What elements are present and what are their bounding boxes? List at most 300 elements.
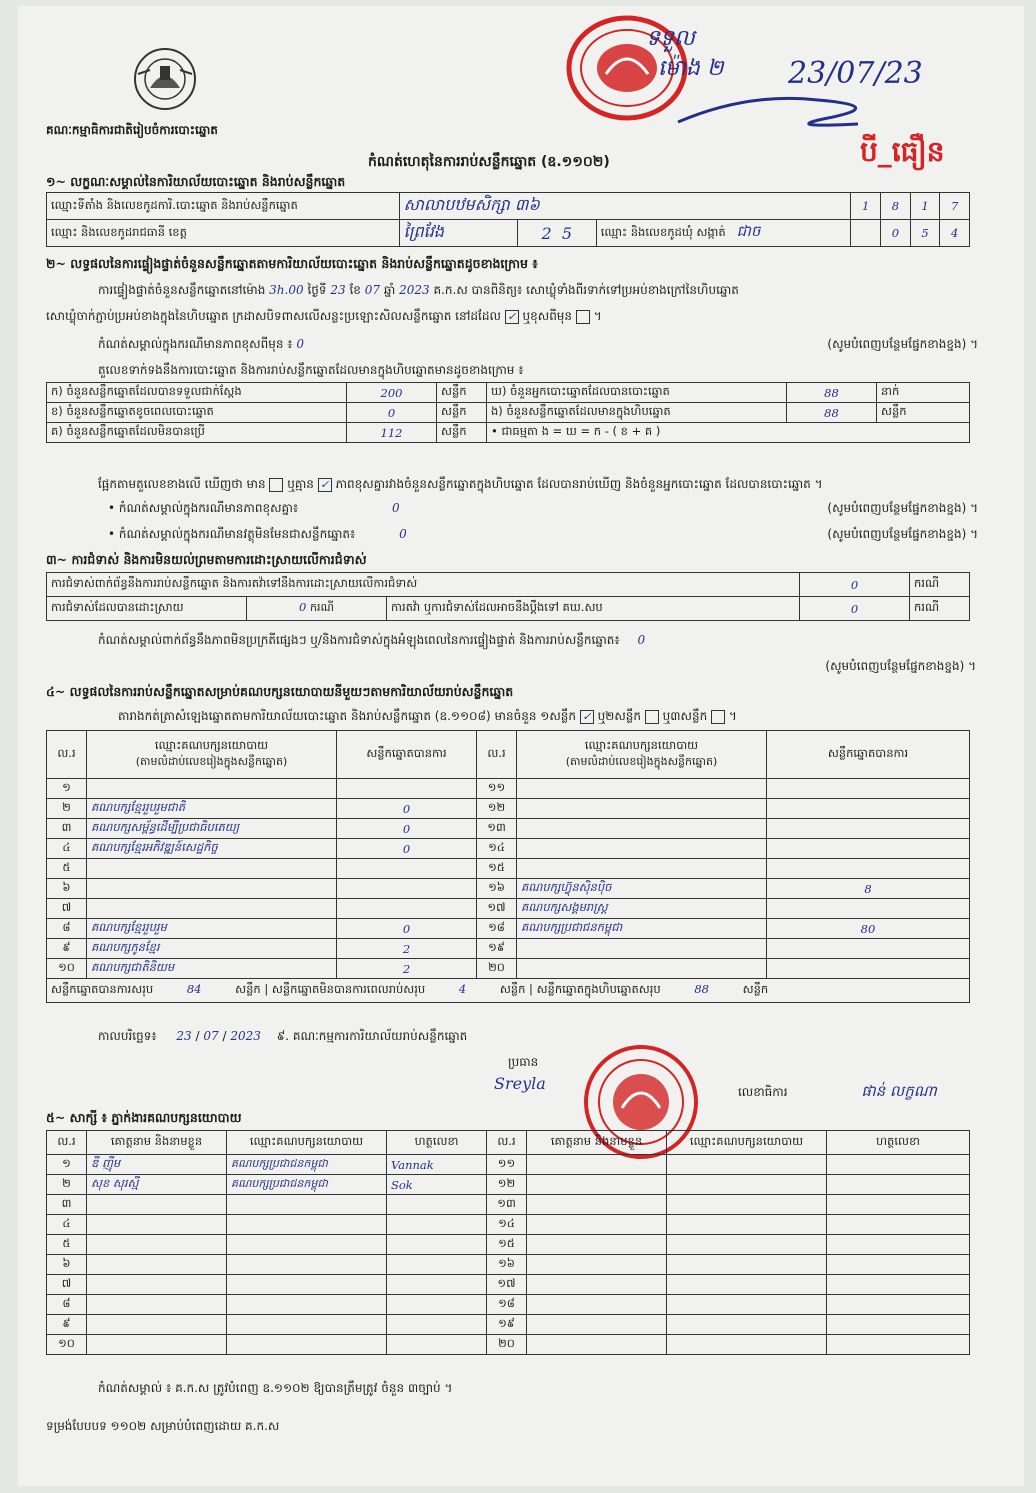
witness-no: ៥ bbox=[47, 1235, 87, 1255]
result-no: ១៦ bbox=[477, 879, 517, 899]
witness-row bbox=[47, 1275, 970, 1295]
tally-two: ឬ២សន្លឹក bbox=[597, 709, 642, 723]
figure-e-value: 88 bbox=[787, 403, 877, 423]
witness-sign bbox=[387, 1315, 487, 1335]
date-month: 07 bbox=[203, 1029, 219, 1043]
secretary-label: លេខាធិការ bbox=[738, 1085, 788, 1099]
witness-no: ៧ bbox=[47, 1275, 87, 1295]
figures-intro: តួលេខទាក់ទងនឹងការបោះឆ្នោត និងការរាប់សន្លឹកឆ្នោតដែលមានក្នុងហិបឆ្នោតមានដូចខាងក្រោម ៖ bbox=[98, 363, 524, 377]
witness-party bbox=[667, 1255, 827, 1275]
figure-e-unit: សន្លឹក bbox=[877, 403, 970, 423]
commune-digit-3: 4 bbox=[940, 220, 970, 247]
witness-no: ៦ bbox=[47, 1255, 87, 1275]
result-votes bbox=[767, 839, 970, 859]
witness-no: ១០ bbox=[47, 1335, 87, 1355]
results-col-votes-2: សន្លឹកឆ្នោតបានការ bbox=[767, 731, 970, 779]
witness-name bbox=[527, 1235, 667, 1255]
witness-sign: Vannak bbox=[387, 1155, 487, 1175]
result-votes bbox=[337, 899, 477, 919]
witness-name: សុខ សុរស្មី bbox=[87, 1175, 227, 1195]
total-box-label: សន្លឹកឆ្នោតក្នុងហិបឆ្នោតសរុប bbox=[536, 982, 661, 996]
witness-sign bbox=[387, 1195, 487, 1215]
checkbox-one-sheet[interactable]: ✓ bbox=[580, 710, 594, 724]
result-no: ១៥ bbox=[477, 859, 517, 879]
tally-three: ឬ៣សន្លឹក bbox=[662, 709, 708, 723]
witness-table bbox=[46, 1130, 970, 1355]
result-party: គណបក្សជាតិនិយម bbox=[87, 959, 337, 979]
witness-name bbox=[87, 1275, 227, 1295]
result-party bbox=[87, 779, 337, 799]
result-votes bbox=[337, 859, 477, 879]
province-code-1: 2 bbox=[541, 223, 552, 243]
results-row bbox=[47, 779, 970, 799]
total-invalid-value: 4 bbox=[458, 982, 467, 996]
seal-text: សោឃ្លុំចាក់ភ្ជាប់ប្រអប់ខាងក្នុងនៃហិបឆ្នោត ក្រដាសបិទពាសលើសន្លះប្រឡោះសិលសន្លឹកឆ្នោត នៅដដែល bbox=[46, 309, 501, 323]
figure-c-value: 112 bbox=[347, 423, 437, 443]
result-party bbox=[517, 819, 767, 839]
result-no: ២ bbox=[47, 799, 87, 819]
witness-sign bbox=[827, 1175, 970, 1195]
checkbox-no-difference[interactable]: ✓ bbox=[318, 478, 332, 492]
page-title: កំណត់ហេតុនៃការរាប់សន្លឹកឆ្នោត (ឧ.១១០២) bbox=[368, 154, 610, 170]
option-other: ឬខុសពីមុន bbox=[522, 309, 573, 323]
total-valid-label: សន្លឹកឆ្នោតបានការសរុប bbox=[51, 982, 154, 996]
witness-col-name: គោត្តនាម និងនាមខ្លួន bbox=[87, 1131, 227, 1155]
verify-time: 3h.00 bbox=[269, 283, 304, 297]
resolved-value: 0 bbox=[299, 600, 307, 614]
verify-month: 07 bbox=[364, 283, 380, 297]
figure-a-value: 200 bbox=[347, 383, 437, 403]
total-valid-value: 84 bbox=[186, 982, 202, 996]
secretary-signature: ផាន់ លក្ខណា bbox=[861, 1082, 937, 1100]
result-no: ១៣ bbox=[477, 819, 517, 839]
witness-party bbox=[667, 1335, 827, 1355]
signature-scrawl bbox=[658, 82, 918, 142]
witness-name bbox=[527, 1315, 667, 1335]
figure-a-label: ក) ចំនួនសន្លឹកឆ្នោតដែលបានទទួលជាក់ស្តែង bbox=[47, 383, 347, 403]
witness-row bbox=[47, 1295, 970, 1315]
result-no: ១៩ bbox=[477, 939, 517, 959]
committee-label: ៩. គណៈកម្មការការិយាល័យរាប់សន្លឹកឆ្នោត bbox=[276, 1029, 468, 1043]
witness-name bbox=[527, 1255, 667, 1275]
witness-name bbox=[527, 1195, 667, 1215]
bullet-1-value: 0 bbox=[392, 501, 400, 515]
province-code-2: 5 bbox=[561, 223, 572, 243]
hand-note-received: ទទួល bbox=[646, 26, 695, 51]
objection-table bbox=[46, 572, 970, 621]
result-party bbox=[517, 959, 767, 979]
witness-party bbox=[227, 1335, 387, 1355]
result-party: គណបក្សប្រជាជនកម្ពុជា bbox=[517, 919, 767, 939]
checkbox-has-difference[interactable] bbox=[269, 478, 283, 492]
verify-text-e: គ.ក.ស បានពិនិត្យ៖ សោឃ្លុំទាំងពីរទាក់ទៅប្រអប់ខាងក្រៅនៃហិបឆ្នោត bbox=[433, 283, 739, 297]
station-value: សាលាបឋមសិក្សា ៣៦ bbox=[399, 193, 851, 220]
result-party bbox=[87, 879, 337, 899]
section-1-table bbox=[46, 192, 970, 247]
witness-no: ៩ bbox=[47, 1315, 87, 1335]
result-party bbox=[517, 939, 767, 959]
station-digit-3: 1 bbox=[910, 193, 940, 220]
date-year: 2023 bbox=[230, 1029, 261, 1043]
verify-line bbox=[98, 282, 739, 300]
province-value: ព្រៃវែង bbox=[399, 220, 517, 247]
results-row bbox=[47, 959, 970, 979]
difference-text-c: ភាពខុសគ្នារវាងចំនួនសន្លឹកឆ្នោតក្នុងហិបឆ្នោត ដែលបានរាប់ឃើញ និងចំនួនអ្នកបោះឆ្នោត ដែលបានបោះឆ្នោត ។ bbox=[335, 477, 823, 491]
seal-line: សោឃ្លុំចាក់ភ្ជាប់ប្រអប់ខាងក្នុងនៃហិបឆ្នោត ក្រដាសបិទពាសលើសន្លះប្រឡោះសិលសន្លឹកឆ្នោត នៅដដែល ✓ ឬខុសពីមុន ។ bbox=[46, 309, 602, 323]
figure-d-label: ឃ) ចំនួនអ្នកបោះឆ្នោតដែលបានបោះឆ្នោត bbox=[487, 383, 787, 403]
result-votes: 2 bbox=[337, 959, 477, 979]
result-no: ១៤ bbox=[477, 839, 517, 859]
result-votes bbox=[767, 859, 970, 879]
difference-text-a: ផ្អែកតាមតួលេខខាងលើ ឃើញថា មាន bbox=[98, 477, 266, 491]
witness-party bbox=[227, 1255, 387, 1275]
witness-no: ១២ bbox=[487, 1175, 527, 1195]
chair-signature: Sreyla bbox=[494, 1074, 546, 1093]
witness-row bbox=[47, 1335, 970, 1355]
verify-text-b: ថ្ងៃទី bbox=[307, 283, 327, 297]
witness-name: ឌី ញ៉ីម bbox=[87, 1155, 227, 1175]
total-box-unit: សន្លឹក bbox=[742, 982, 769, 996]
witness-party: គណបក្សប្រជាជនកម្ពុជា bbox=[227, 1175, 387, 1195]
witness-col-party-2: ឈ្មោះគណបក្សនយោបាយ bbox=[667, 1131, 827, 1155]
result-no: ១១ bbox=[477, 779, 517, 799]
diff-note-value: 0 bbox=[296, 337, 305, 351]
province-label: ឈ្មោះ និងលេខកូដរាជធានី ខេត្ត bbox=[47, 220, 400, 247]
figure-c-label: គ) ចំនួនសន្លឹកឆ្នោតដែលមិនបានប្រើ bbox=[47, 423, 347, 443]
appeal-unit: ករណី bbox=[910, 597, 970, 621]
witness-sign bbox=[387, 1295, 487, 1315]
witness-row bbox=[47, 1235, 970, 1255]
witness-party bbox=[667, 1315, 827, 1335]
witness-col-sign-2: ហត្ថលេខា bbox=[827, 1131, 970, 1155]
witness-col-sign: ហត្ថលេខា bbox=[387, 1131, 487, 1155]
total-invalid-unit: សន្លឹក bbox=[499, 982, 526, 996]
witness-no: ១៩ bbox=[487, 1315, 527, 1335]
witness-name bbox=[87, 1335, 227, 1355]
result-votes: 0 bbox=[337, 819, 477, 839]
result-votes bbox=[767, 779, 970, 799]
result-party: គណបក្សកូនខ្មែរ bbox=[87, 939, 337, 959]
total-invalid-label: សន្លឹកឆ្នោតមិនបានការពេលរាប់សរុប bbox=[271, 982, 426, 996]
witness-sign bbox=[827, 1255, 970, 1275]
final-note: កំណត់សម្គាល់ ៖ គ.ក.ស ត្រូវបំពេញ ឧ.១១០២ ឱ្យបានត្រឹមត្រូវ ចំនួន ៣ច្បាប់ ។ bbox=[98, 1381, 453, 1395]
results-col-party: ឈ្មោះគណបក្សនយោបាយ bbox=[154, 738, 269, 752]
witness-name bbox=[527, 1295, 667, 1315]
fill-more-1: (សូមបំពេញបន្ថែមផ្នែកខាងខ្នង) ។ bbox=[827, 337, 978, 351]
section-1-title: ១~ លក្ខណៈសម្គាល់នៃការិយាល័យបោះឆ្នោត និងរាប់សន្លឹកឆ្នោត bbox=[46, 174, 346, 189]
witness-sign bbox=[827, 1295, 970, 1315]
commune-label: ឈ្មោះ និងលេខកូដឃុំ សង្កាត់ bbox=[600, 225, 726, 239]
objection-unit: ករណី bbox=[910, 573, 970, 597]
witness-no: ៤ bbox=[47, 1215, 87, 1235]
fill-more-2: (សូមបំពេញបន្ថែមផ្នែកខាងខ្នង) ។ bbox=[827, 501, 978, 515]
bullet-2-value: 0 bbox=[399, 527, 407, 541]
witness-sign: Sok bbox=[387, 1175, 487, 1195]
total-box-value: 88 bbox=[694, 982, 709, 996]
checkbox-two-sheets[interactable] bbox=[645, 710, 659, 724]
witness-row bbox=[47, 1175, 970, 1195]
nec-emblem-icon bbox=[130, 44, 200, 114]
result-no: ៧ bbox=[47, 899, 87, 919]
results-row bbox=[47, 919, 970, 939]
figure-b-value: 0 bbox=[347, 403, 437, 423]
witness-sign bbox=[387, 1215, 487, 1235]
hand-date: 23/07/23 bbox=[788, 56, 923, 91]
results-row bbox=[47, 859, 970, 879]
hand-note-time: ម៉ោង ២ bbox=[658, 56, 724, 81]
commune-digit-2: 5 bbox=[910, 220, 940, 247]
witness-party bbox=[667, 1275, 827, 1295]
org-name: គណៈកម្មាធិការជាតិរៀបចំការបោះឆ្នោត bbox=[46, 123, 218, 137]
witness-name bbox=[527, 1275, 667, 1295]
witness-row bbox=[47, 1155, 970, 1175]
witness-party bbox=[667, 1195, 827, 1215]
commune-digit-1: 0 bbox=[881, 220, 911, 247]
verify-year: 2023 bbox=[399, 283, 430, 297]
witness-name bbox=[87, 1315, 227, 1335]
witness-no: ១៣ bbox=[487, 1195, 527, 1215]
results-row bbox=[47, 939, 970, 959]
result-no: ១ bbox=[47, 779, 87, 799]
results-col-party-sub: (តាមលំដាប់លេខរៀងក្នុងសន្លឹកឆ្នោត) bbox=[135, 755, 288, 768]
witness-party bbox=[227, 1315, 387, 1335]
results-row bbox=[47, 899, 970, 919]
witness-party bbox=[667, 1295, 827, 1315]
result-no: ១០ bbox=[47, 959, 87, 979]
verify-text-a: ការផ្ទៀងផ្ទាត់ចំនួនសន្លឹកឆ្នោតនៅម៉ោង bbox=[98, 283, 266, 297]
witness-name bbox=[87, 1255, 227, 1275]
result-party: គណបក្សខ្មែររួបរួម bbox=[87, 919, 337, 939]
witness-no: ១៤ bbox=[487, 1215, 527, 1235]
figures-table bbox=[46, 382, 970, 443]
result-party bbox=[517, 779, 767, 799]
checkbox-same[interactable]: ✓ bbox=[505, 310, 519, 324]
witness-name bbox=[527, 1155, 667, 1175]
result-votes bbox=[767, 899, 970, 919]
witness-party bbox=[227, 1215, 387, 1235]
result-no: ៤ bbox=[47, 839, 87, 859]
resolved-label: ការជំទាស់ដែលបានដោះស្រាយ bbox=[47, 597, 247, 621]
results-row bbox=[47, 879, 970, 899]
witness-row bbox=[47, 1195, 970, 1215]
witness-sign bbox=[387, 1255, 487, 1275]
results-col-no-2: ល.រ bbox=[477, 731, 517, 779]
witness-no: ១៨ bbox=[487, 1295, 527, 1315]
tally-intro: តារាងកត់ត្រាសំឡេងឆ្នោតតាមការិយាល័យបោះឆ្នោត និងរាប់សន្លឹកឆ្នោត (ឧ.១១០៨) មានចំនួន ១សន្លឹក bbox=[118, 709, 576, 723]
result-votes bbox=[767, 959, 970, 979]
witness-no: ១១ bbox=[487, 1155, 527, 1175]
total-valid-unit: សន្លឹក bbox=[235, 982, 261, 996]
witness-sign bbox=[827, 1235, 970, 1255]
bullet-1-line bbox=[108, 500, 978, 518]
figure-b-unit: សន្លឹក bbox=[437, 403, 487, 423]
resolved-unit: ករណី bbox=[310, 601, 334, 614]
results-row bbox=[47, 799, 970, 819]
result-party bbox=[517, 859, 767, 879]
result-no: ៥ bbox=[47, 859, 87, 879]
result-no: ១៧ bbox=[477, 899, 517, 919]
result-no: ៦ bbox=[47, 879, 87, 899]
result-votes bbox=[767, 819, 970, 839]
bullet-1-label: • កំណត់សម្គាល់ក្នុងករណីមានភាពខុសគ្នា៖ bbox=[108, 501, 299, 515]
form-sheet bbox=[18, 6, 1024, 1486]
figure-d-unit: នាក់ bbox=[877, 383, 970, 403]
witness-row bbox=[47, 1215, 970, 1235]
result-no: ១៨ bbox=[477, 919, 517, 939]
witness-party bbox=[227, 1235, 387, 1255]
witness-party bbox=[667, 1155, 827, 1175]
station-digit-4: 7 bbox=[940, 193, 970, 220]
witness-col-party: ឈ្មោះគណបក្សនយោបាយ bbox=[227, 1131, 387, 1155]
witness-row bbox=[47, 1315, 970, 1335]
witness-name bbox=[87, 1295, 227, 1315]
witness-sign bbox=[827, 1155, 970, 1175]
result-party bbox=[517, 839, 767, 859]
result-party bbox=[517, 799, 767, 819]
witness-name bbox=[87, 1195, 227, 1215]
result-party: គណបក្សសម្ព័ន្ធដើម្បីប្រជាធិបតេយ្យ bbox=[87, 819, 337, 839]
witness-name bbox=[527, 1215, 667, 1235]
result-votes bbox=[767, 799, 970, 819]
witness-party bbox=[667, 1215, 827, 1235]
appeal-value: 0 bbox=[800, 597, 910, 621]
results-col-party-2: ឈ្មោះគណបក្សនយោបាយ bbox=[584, 738, 699, 752]
witness-sign bbox=[827, 1275, 970, 1295]
fill-more-4: (សូមបំពេញបន្ថែមផ្នែកខាងខ្នង) ។ bbox=[825, 659, 976, 673]
results-col-votes: សន្លឹកឆ្នោតបានការ bbox=[337, 731, 477, 779]
witness-no: ១៥ bbox=[487, 1235, 527, 1255]
result-votes: 80 bbox=[767, 919, 970, 939]
checkbox-other[interactable] bbox=[576, 310, 590, 324]
station-digit-1: 1 bbox=[851, 193, 881, 220]
bullet-2-line bbox=[108, 526, 978, 544]
result-no: ១២ bbox=[477, 799, 517, 819]
result-party: គណបក្សហ៊្វុនស៊ិនប៉ិច bbox=[517, 879, 767, 899]
verify-day: 23 bbox=[330, 283, 346, 297]
witness-no: ៣ bbox=[47, 1195, 87, 1215]
diff-note-line bbox=[98, 336, 978, 354]
witness-sign bbox=[827, 1315, 970, 1335]
witness-col-no: ល.រ bbox=[47, 1131, 87, 1155]
verify-text-c: ខែ bbox=[349, 283, 361, 297]
figure-b-label: ខ) ចំនួនសន្លឹកឆ្នោតខូចពេលបោះឆ្នោត bbox=[47, 403, 347, 423]
irregularity-line bbox=[98, 632, 645, 650]
form-footer: ទម្រង់បែបបទ ១១០២ សម្រាប់បំពេញដោយ គ.ក.ស bbox=[46, 1419, 280, 1433]
section-3-title: ៣~ ការជំទាស់ និងការមិនយល់ព្រមតាមការដោះស្រាយលើការជំទាស់ bbox=[46, 552, 367, 567]
appeal-label: ការតវ៉ា ឬការជំទាស់ដែលអាចនឹងប្តឹងទៅ គឃ.សប bbox=[387, 597, 800, 621]
witness-party bbox=[667, 1175, 827, 1195]
results-col-party-sub-2: (តាមលំដាប់លេខរៀងក្នុងសន្លឹកឆ្នោត) bbox=[565, 755, 718, 768]
results-row bbox=[47, 839, 970, 859]
figure-d-value: 88 bbox=[787, 383, 877, 403]
section-5-title: ៥~ សាក្សី ៖ ភ្នាក់ងារគណបក្សនយោបាយ bbox=[46, 1110, 242, 1125]
red-annotation: បី_ធឿន bbox=[860, 135, 945, 168]
witness-sign bbox=[827, 1335, 970, 1355]
witness-party bbox=[227, 1195, 387, 1215]
results-row bbox=[47, 819, 970, 839]
witness-no: ៨ bbox=[47, 1295, 87, 1315]
fill-more-3: (សូមបំពេញបន្ថែមផ្នែកខាងខ្នង) ។ bbox=[827, 527, 978, 541]
checkbox-three-sheets[interactable] bbox=[711, 710, 725, 724]
result-party: គណបក្សសង្គមរាស្ត្រ bbox=[517, 899, 767, 919]
date-day: 23 bbox=[176, 1029, 192, 1043]
result-votes bbox=[767, 939, 970, 959]
result-votes bbox=[337, 779, 477, 799]
result-votes: 0 bbox=[337, 799, 477, 819]
verify-text-d: ឆ្នាំ bbox=[383, 283, 396, 297]
witness-party: គណបក្សប្រជាជនកម្ពុជា bbox=[227, 1155, 387, 1175]
witness-sign bbox=[827, 1215, 970, 1235]
result-party: គណបក្សខ្មែរអភិវឌ្ឍន៍សេដ្ឋកិច្ច bbox=[87, 839, 337, 859]
result-party bbox=[87, 899, 337, 919]
objection-value: 0 bbox=[800, 573, 910, 597]
result-party: គណបក្សខ្មែររួបរួមជាតិ bbox=[87, 799, 337, 819]
witness-no: ១ bbox=[47, 1155, 87, 1175]
results-col-no: ល.រ bbox=[47, 731, 87, 779]
result-no: ៣ bbox=[47, 819, 87, 839]
witness-sign bbox=[387, 1235, 487, 1255]
witness-no: ២ bbox=[47, 1175, 87, 1195]
chair-label: ប្រធាន bbox=[508, 1055, 539, 1069]
diff-note-label: កំណត់សម្គាល់ក្នុងករណីមានភាពខុសពីមុន ៖ bbox=[98, 337, 293, 351]
formula: • ជាធម្មតា ង = ឃ = ក - ( ខ + គ ) bbox=[487, 423, 970, 443]
bullet-2-label: • កំណត់សម្គាល់ក្នុងករណីមានវត្ថុមិនមែនជាសន្លឹកឆ្នោត៖ bbox=[108, 527, 356, 541]
witness-name bbox=[87, 1235, 227, 1255]
section-4-title: ៤~ លទ្ធផលនៃការរាប់សន្លឹកឆ្នោតសម្រាប់គណបក្សនយោបាយនីមួយៗតាមការិយាល័យរាប់សន្លឹកឆ្នោត bbox=[46, 684, 514, 699]
result-votes: 0 bbox=[337, 839, 477, 859]
result-no: ៨ bbox=[47, 919, 87, 939]
result-party bbox=[87, 859, 337, 879]
result-no: ២០ bbox=[477, 959, 517, 979]
result-votes: 0 bbox=[337, 919, 477, 939]
section-2-title: ២~ លទ្ធផលនៃការផ្ទៀងផ្ទាត់ចំនួនសន្លឹកឆ្នោតតាមការិយាល័យបោះឆ្នោត និងរាប់សន្លឹកឆ្នោតដូចខាងក្រោម ៖ bbox=[46, 256, 538, 271]
witness-col-no-2: ល.រ bbox=[487, 1131, 527, 1155]
witness-party bbox=[227, 1295, 387, 1315]
witness-party bbox=[667, 1235, 827, 1255]
witness-sign bbox=[387, 1275, 487, 1295]
date-line: កាលបរិច្ឆេទ៖ 23 / 07 / 2023 ៩. គណៈកម្មការការិយាល័យរាប់សន្លឹកឆ្នោត bbox=[98, 1029, 468, 1043]
figure-c-unit: សន្លឹក bbox=[437, 423, 487, 443]
figure-e-label: ង) ចំនួនសន្លឹកឆ្នោតដែលមានក្នុងហិបឆ្នោត bbox=[487, 403, 787, 423]
station-digit-2: 8 bbox=[881, 193, 911, 220]
witness-no: ១៦ bbox=[487, 1255, 527, 1275]
date-label: កាលបរិច្ឆេទ៖ bbox=[98, 1029, 157, 1043]
result-votes bbox=[337, 879, 477, 899]
witness-sign bbox=[827, 1195, 970, 1215]
result-votes: 2 bbox=[337, 939, 477, 959]
witness-sign bbox=[387, 1335, 487, 1355]
witness-name bbox=[527, 1335, 667, 1355]
witness-col-name-2: គោត្តនាម និងនាមខ្លួន bbox=[527, 1131, 667, 1155]
objection-label: ការជំទាស់ពាក់ព័ន្ធនឹងការរាប់សន្លឹកឆ្នោត និងការតវ៉ាទៅនឹងការដោះស្រាយលើការជំទាស់ bbox=[47, 573, 800, 597]
difference-text-b: ឬគ្មាន bbox=[287, 477, 314, 491]
tally-sheet-line: តារាងកត់ត្រាសំឡេងឆ្នោតតាមការិយាល័យបោះឆ្នោត និងរាប់សន្លឹកឆ្នោត (ឧ.១១០៨) មានចំនួន ១សន្លឹក ✓ ឬ២សន្លឹក ឬ៣សន្លឹក ។ bbox=[118, 709, 737, 723]
irregularity-value: 0 bbox=[637, 633, 646, 647]
witness-no: ២០ bbox=[487, 1335, 527, 1355]
result-votes: 8 bbox=[767, 879, 970, 899]
result-no: ៩ bbox=[47, 939, 87, 959]
province-code bbox=[517, 220, 596, 247]
difference-line bbox=[98, 476, 823, 494]
figure-a-unit: សន្លឹក bbox=[437, 383, 487, 403]
commune-value: ជាច bbox=[736, 222, 761, 240]
station-label: ឈ្មោះទីតាំង និងលេខកូដការិ.បោះឆ្នោត និងរាប់សន្លឹកឆ្នោត bbox=[47, 193, 400, 220]
witness-party bbox=[227, 1275, 387, 1295]
witness-name bbox=[87, 1215, 227, 1235]
witness-row bbox=[47, 1255, 970, 1275]
results-table: ល.រ ឈ្មោះគណបក្សនយោបាយ (តាមលំដាប់លេខរៀងក្នុងសន្លឹកឆ្នោត) សន្លឹកឆ្នោតបានការ ល.រ ឈ្មោះគណបក្សនយោបាយ (តាមលំដាប់លេខរៀងក្នុងសន្លឹកឆ្នោត) សន្លឹកឆ្នោតបានការ ១ ១១ ២ គណបក្សខ្មែររួបរួមជាតិ 0 ១២ ៣ គណបក្សសម្ព័ន្ធដើម្បីប្រជាធិបតេយ្យ 0 ១៣ ៤ គណបក្សខ្មែរអភិវឌ្ឍន៍សេដ្ឋកិច្ច 0 ១៤ ៥ ១៥ ៦ ១៦ គណបក្សហ៊្វុនស៊ិនប៉ិច 8 ៧ ១៧ គណបក្សសង្គមរាស្ត្រ ៨ គណបក្សខ្មែររួបរួម 0 ១៨ គណបក្សប្រជាជនកម្ពុជា 80 ៩ គណបក្សកូនខ្មែរ 2 ១៩ ១០ គណបក្សជាតិនិយម 2 ២០ សន្លឹកឆ្នោតបានការសរុប 84 សន្លឹក | សន្លឹកឆ្នោតមិនបានការពេលរាប់សរុប 4 សន្លឹក | សន្លឹកឆ្នោតក្នុងហិបឆ្នោតសរុប 88 សន្លឹក bbox=[46, 730, 970, 1003]
witness-no: ១៧ bbox=[487, 1275, 527, 1295]
